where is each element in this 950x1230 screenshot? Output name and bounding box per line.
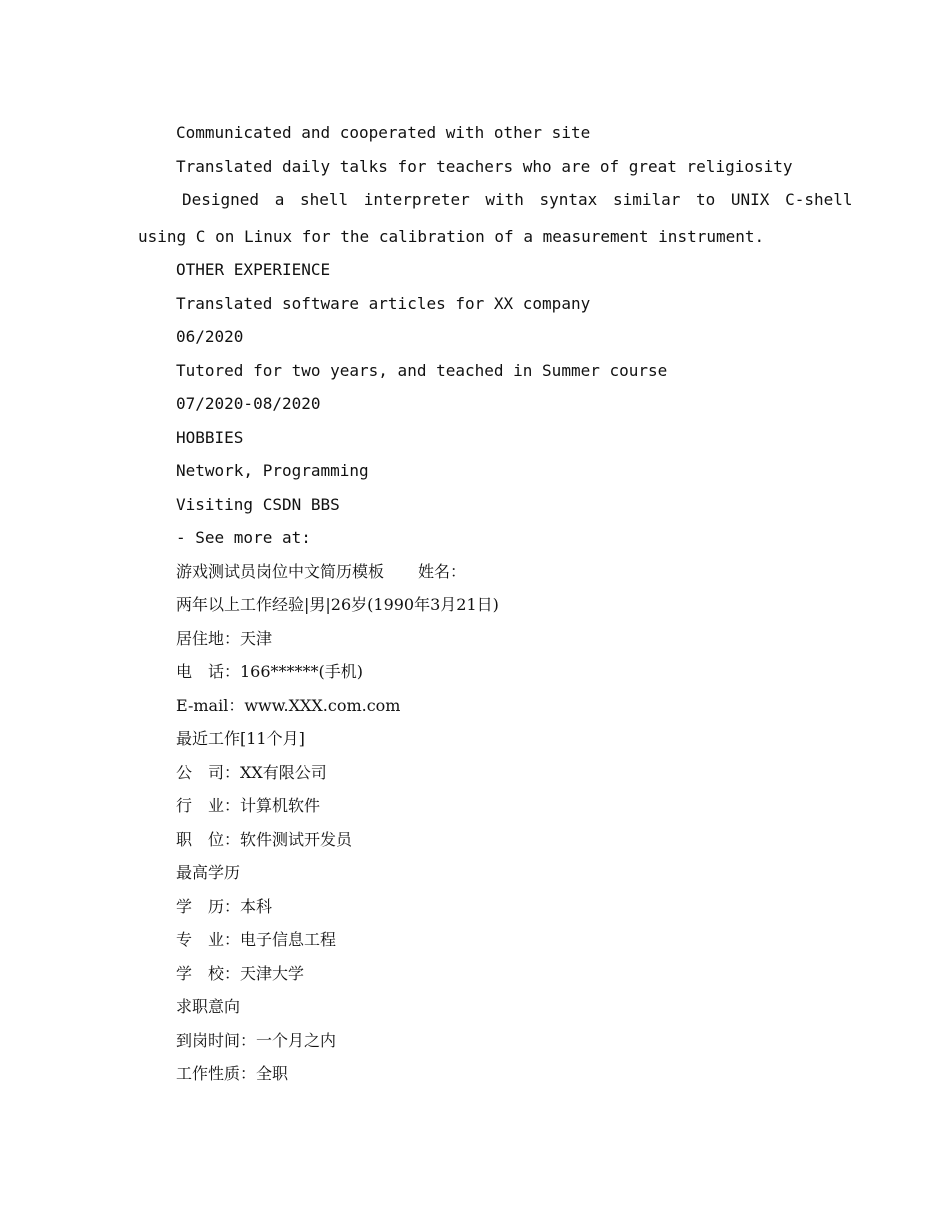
section-heading: OTHER EXPERIENCE bbox=[176, 260, 331, 279]
text-line: Designed a shell interpreter with syntax similar to UNIX C-shell bbox=[182, 190, 853, 209]
section-heading: HOBBIES bbox=[176, 427, 244, 447]
text-line: 专 业：电子信息工程 bbox=[176, 930, 337, 949]
text-line: Translated software articles for XX company bbox=[176, 293, 591, 313]
date-line: 06/2020 bbox=[176, 327, 244, 346]
text-line: Tutored for two years, and teached in Summer course bbox=[176, 360, 668, 380]
date-line: 07/2020-08/2020 bbox=[176, 394, 321, 413]
document-body bbox=[138, 116, 853, 1091]
text-line: 两年以上工作经验|男|26岁(1990年3月21日) bbox=[176, 595, 499, 614]
text-line: 学 校：天津大学 bbox=[176, 963, 305, 983]
text-line: - See more at: bbox=[176, 528, 311, 547]
text-line: Communicated and cooperated with other site bbox=[176, 123, 591, 142]
resume-title: 游戏测试员岗位中文简历模板 bbox=[176, 561, 385, 581]
text-line: 电 话：166******(手机) bbox=[176, 662, 364, 681]
text-line: 居住地：天津 bbox=[176, 628, 273, 648]
section-heading: 最高学历 bbox=[176, 863, 241, 882]
name-label: 姓名： bbox=[418, 561, 467, 581]
text-line: Translated daily talks for teachers who are of great religiosity bbox=[176, 156, 793, 176]
text-line: 行 业：计算机软件 bbox=[176, 796, 321, 815]
text-line: Visiting CSDN BBS bbox=[176, 494, 340, 514]
section-heading: 最近工作[11个月] bbox=[176, 729, 305, 748]
text-line: 到岗时间：一个月之内 bbox=[176, 1030, 337, 1050]
text-line: using C on Linux for the calibration of a measurement instrument. bbox=[138, 226, 765, 246]
text-line: 职 位：软件测试开发员 bbox=[176, 829, 353, 849]
resume-title-line bbox=[138, 555, 818, 589]
text-line: 公 司：XX有限公司 bbox=[176, 762, 327, 782]
text-line: E-mail：www.XXX.com.com bbox=[176, 695, 401, 715]
text-line: 学 历：本科 bbox=[176, 896, 273, 916]
section-heading: 求职意向 bbox=[176, 997, 241, 1016]
text-line: Network, Programming bbox=[176, 461, 369, 480]
text-line: 工作性质：全职 bbox=[176, 1064, 289, 1083]
